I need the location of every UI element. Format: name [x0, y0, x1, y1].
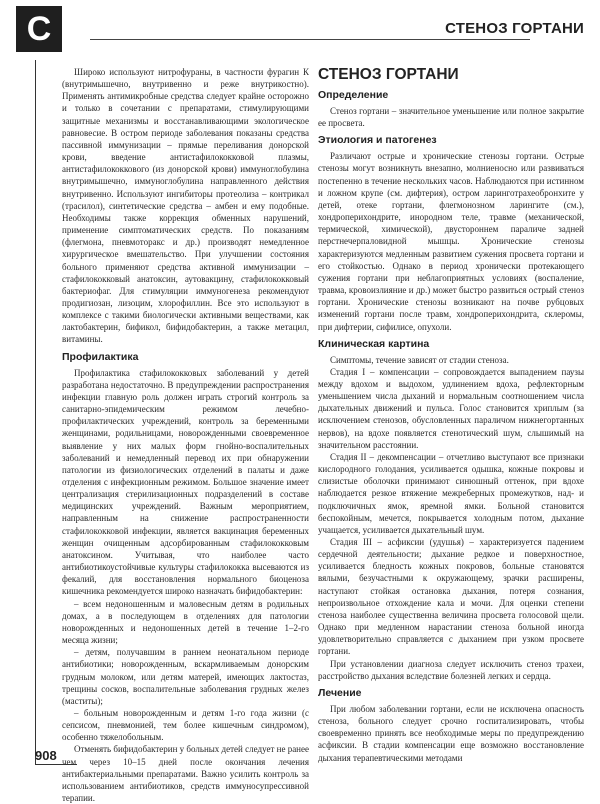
list-item: – всем недоношенным и маловесным детям в родильных домах, а в последующем в отделениях для патологии новорожденных и недоношенных детей в течение 1–2-го месяца жизни; [62, 598, 309, 646]
right-column [318, 66, 584, 764]
heading-etiology: Этиология и патогенез [318, 134, 437, 147]
paragraph: Широко используют нитрофураны, в частности фурагин К (внутримышечно, внутривенно и реже внутрикостно). Применять антимикробные средства следует крайне осторожно и только в сочетании с препаратами, стимулирующими защитные механизмы и восстанавливающими экологическое равновесие. В остром периоде заболевания показаны средства пассивной иммунизации – прямые переливания донорской крови, введение антистафилококковой плазмы, антистафилококкового (из донорской крови) иммуноглобулина внутримышечно, иммуноглобулина направленного действия внутривенно. Используют ингибиторы протеолиза – контрикал (трасилол), синтетические средства – амбен и ему подобные. Необходимы также коррекция обменных нарушений, применение симптоматических средств. По показаниям (флегмона, пневмоторакс и др.) производят немедленное хирургическое вмешательство. При улучшении состояния больного применяют средства активной иммунизации – стафилококковый анатоксин, аутовакцину, стафилококковый бактериофаг. Для стимуляции иммуногенеза рекомендуют продигиозан, лизоцим, хлорофиллин. Все это используют в комплексе с такими биологически активными веществами, как лактобактерин, бификол, бифидобактерин, а также метацил, витамины. [62, 67, 309, 345]
list-item: – больным новорожденным и детям 1-го года жизни (с сепсисом, пневмонией, тем более кишечным синдромом), особенно тяжелобольным. [62, 707, 309, 743]
section-letter-tab: С [16, 6, 62, 52]
paragraph: Профилактика стафилококковых заболеваний у детей разработана недостаточно. В предупреждении распространения инфекции главную роль должен играть строгий контроль за санитарно-эпидемическим режимом лечебно-профилактических учреждений, контроль за беременными женщинами, родильницами, новорожденными своевременное выявление у них малых форм гнойно-воспалительных заболеваний и немедленный перевод их при обнаружении патологии из физиологических отделений в палаты и даже отделения с инфекционным режимом. Большое значение имеет централизация стерилизационных подразделений в составе медицинских учреждений. Важным мероприятием, направленным на снижение распространенности стафилококковой инфекции, является вакцинация беременных женщин очищенным адсорбированным стафилококковым анатоксином. Учитывая, что наиболее часто антибиотикоустойчивые культуры стафилококка высеваются из фекалий, для восстановления нормального биоценоза кишечника рекомендуется широко назначать бифидобактерин: [62, 367, 309, 597]
list-item: – детям, получавшим в раннем неонатальном периоде антибиотики; новорожденным, вскармливаемым донорским грудным молоком, или детям матерей, имеющих лактостаз, трещины сосков, воспалительные заболевания грудных желез (маститы); [62, 647, 309, 706]
article-title: СТЕНОЗ ГОРТАНИ [318, 66, 459, 83]
heading-definition: Определение [318, 89, 389, 101]
paragraph: Различают острые и хронические стенозы гортани. Острые стенозы могут возникнуть внезапно, молниеносно или развиваться постепенно в течение нескольких часов. Наблюдаются при истинном и ложном крупе (см. дифтерия), остром ларинготрахеобронхите у детей, отеке гортани, флегмонозном ларингите (см.), хондроперихондрите, инородном теле, травме (механической, термической, химической), двустороннем параличе задней перстнечерпаловидной мышцы. Хронические стенозы характеризуются медленным развитием сужения просвета гортани и его стойкостью. Однако в период хронически протекающего сужения гортани при неблагоприятных условиях (воспаление, травма, кровоизлияние и др.) может быстро развиться острый стеноз гортани. Хронические стенозы возникают на почве рубцовых изменений гортани после травм, хондроперихондрита, склеромы, при дифтерии, сифилисе, опухоли. [318, 151, 584, 332]
running-head: СТЕНОЗ ГОРТАНИ [445, 20, 584, 37]
paragraph: Симптомы, течение зависят от стадии стеноза. [330, 354, 509, 365]
heading-prophylaxis: Профилактика [62, 350, 139, 363]
heading-treatment: Лечение [318, 686, 362, 699]
page-number: 908 [35, 748, 57, 763]
header-rule [90, 39, 530, 40]
paragraph: Стадия I – компенсации – сопровождается выпадением паузы между вдохом и выдохом, удлинением вдоха, рефлекторным уменьшением числа дыханий и нормальным соотношением числа дыхательных движений и пульса. Голос становится хриплым (за исключением стенозов, обусловленных параличом нижнегортанных нервов), на вдохе появляется стенотический шум, слышимый на значительном расстоянии. [318, 366, 584, 450]
paragraph: При установлении диагноза следует исключить стеноз трахеи, расстройство дыхания вследствие болезней легких и сердца. [318, 658, 584, 681]
paragraph: При любом заболевании гортани, если не исключена опасность стеноза, больного следует срочно госпитализировать, чтобы своевременно принять все необходимые меры по предупреждению асфиксии. В стадии компенсации еще возможно восстановление дыхания терапевтическими методами [318, 703, 584, 763]
paragraph: Стадия III – асфиксии (удушья) – характеризуется падением сердечной деятельности; дыхание редкое и поверхностное, усиливается бледность кожных покровов, больные становятся вялыми, безучастными к окружающему, зрачки расширены, наступают стойкая остановка дыхания, потеря сознания, непроизвольное отхождение кала и мочи. Для оценки степени стеноза наиболее существенна величина просвета голосовой щели. Однако при медленном нарастании стеноза больной иногда удовлетворительно справляется с дыханием при узком просвете гортани. [318, 537, 584, 657]
paragraph: Стадия II – декомпенсации – отчетливо выступают все признаки кислородного голодания, усиливается одышка, кожные покровы и слизистые оболочки принимают синюшный оттенок, при вдохе наблюдается резкое втяжение межреберных промежутков, над- и подключичных ямок, яремной ямки. Больной становится беспокойным, мечется, покрывается холодным потом, дыхание учащается, усиливается дыхательный шум. [318, 451, 584, 535]
left-column [62, 66, 309, 804]
page-number-rule [35, 764, 77, 765]
margin-rule [35, 60, 36, 765]
heading-clinical-picture: Клиническая картина [318, 337, 430, 350]
paragraph: Отменять бифидобактерин у больных детей следует не ранее чем через 10–15 дней после окончания лечения антибактериальными препаратами. Важно усилить контроль за использованием антибиотиков, средств иммуносупрессивной терапии. [62, 744, 309, 804]
paragraph: Стеноз гортани – значительное уменьшение или полное закрытие ее просвета. [318, 106, 584, 129]
